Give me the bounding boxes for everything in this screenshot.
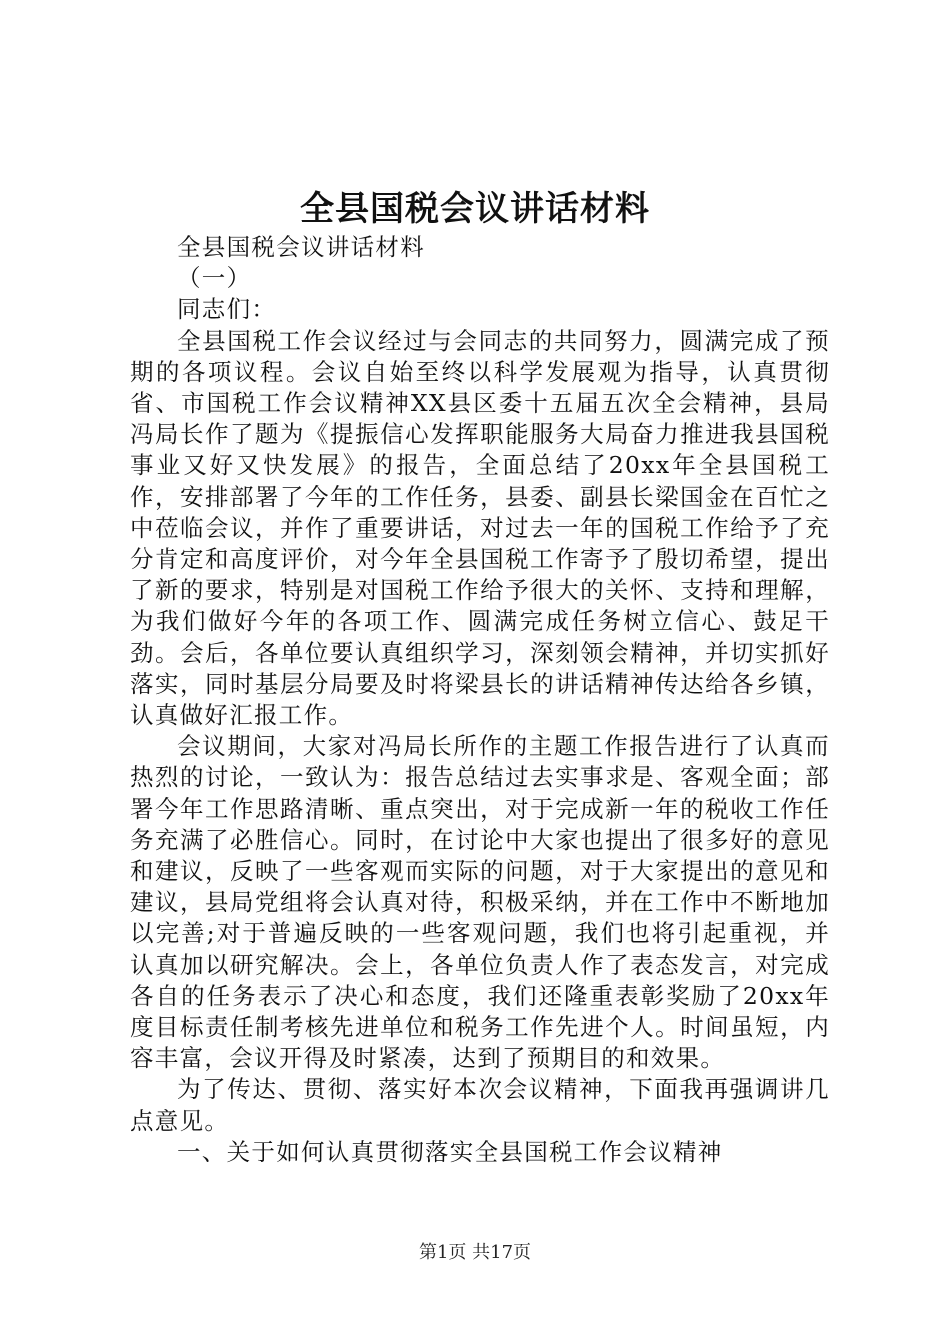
document-body xyxy=(130,232,830,1168)
document-title: 全县国税会议讲话材料 xyxy=(300,189,650,229)
paragraph: 会议期间，大家对冯局长所作的主题工作报告进行了认真而热烈的讨论，一致认为：报告总结过去实事求是、客观全面；部署今年工作思路清晰、重点突出，对于完成新一年的税收工作任务充满了必胜信心。同时，在讨论中大家也提出了很多好的意见和建议，反映了一些客观而实际的问题，对于大家提出的意见和建议，县局党组将会认真对待，积极采纳，并在工作中不断地加以完善;对于普遍反映的一些客观问题，我们也将引起重视，并认真加以研究解决。会上，各单位负责人作了表态发言，对完成各自的任务表示了决心和态度，我们还隆重表彰奖励了20xx年度目标责任制考核先进单位和税务工作先进个人。时间虽短，内容丰富，会议开得及时紧凑，达到了预期目的和效果。 xyxy=(130,732,830,1073)
page-footer: 第1页 共17页 xyxy=(418,1242,532,1263)
subtitle-line: 全县国税会议讲话材料 xyxy=(177,233,425,261)
section-number: （一） xyxy=(177,264,252,293)
paragraph: 全县国税工作会议经过与会同志的共同努力，圆满完成了预期的各项议程。会议自始至终以科学发展观为指导，认真贯彻省、市国税工作会议精神XX县区委十五届五次全会精神，县局冯局长作了题为《提振信心发挥职能服务大局奋力推进我县国税事业又好又快发展》的报告，全面总结了20xx年全县国税工作，安排部署了今年的工作任务，县委、副县长梁国金在百忙之中莅临会议，并作了重要讲话，对过去一年的国税工作给予了充分肯定和高度评价，对今年全县国税工作寄予了殷切希望，提出了新的要求，特别是对国税工作给予很大的关怀、支持和理解，为我们做好今年的各项工作、圆满完成任务树立信心、鼓足干劲。会后，各单位要认真组织学习，深刻领会精神，并切实抓好落实，同时基层分局要及时将梁县长的讲话精神传达给各乡镇，认真做好汇报工作。 xyxy=(130,326,830,730)
paragraph: 为了传达、贯彻、落实好本次会议精神，下面我再强调讲几点意见。 xyxy=(130,1075,830,1135)
section-heading: 一、关于如何认真贯彻落实全县国税工作会议精神 xyxy=(177,1137,723,1166)
salutation: 同志们： xyxy=(177,295,277,324)
